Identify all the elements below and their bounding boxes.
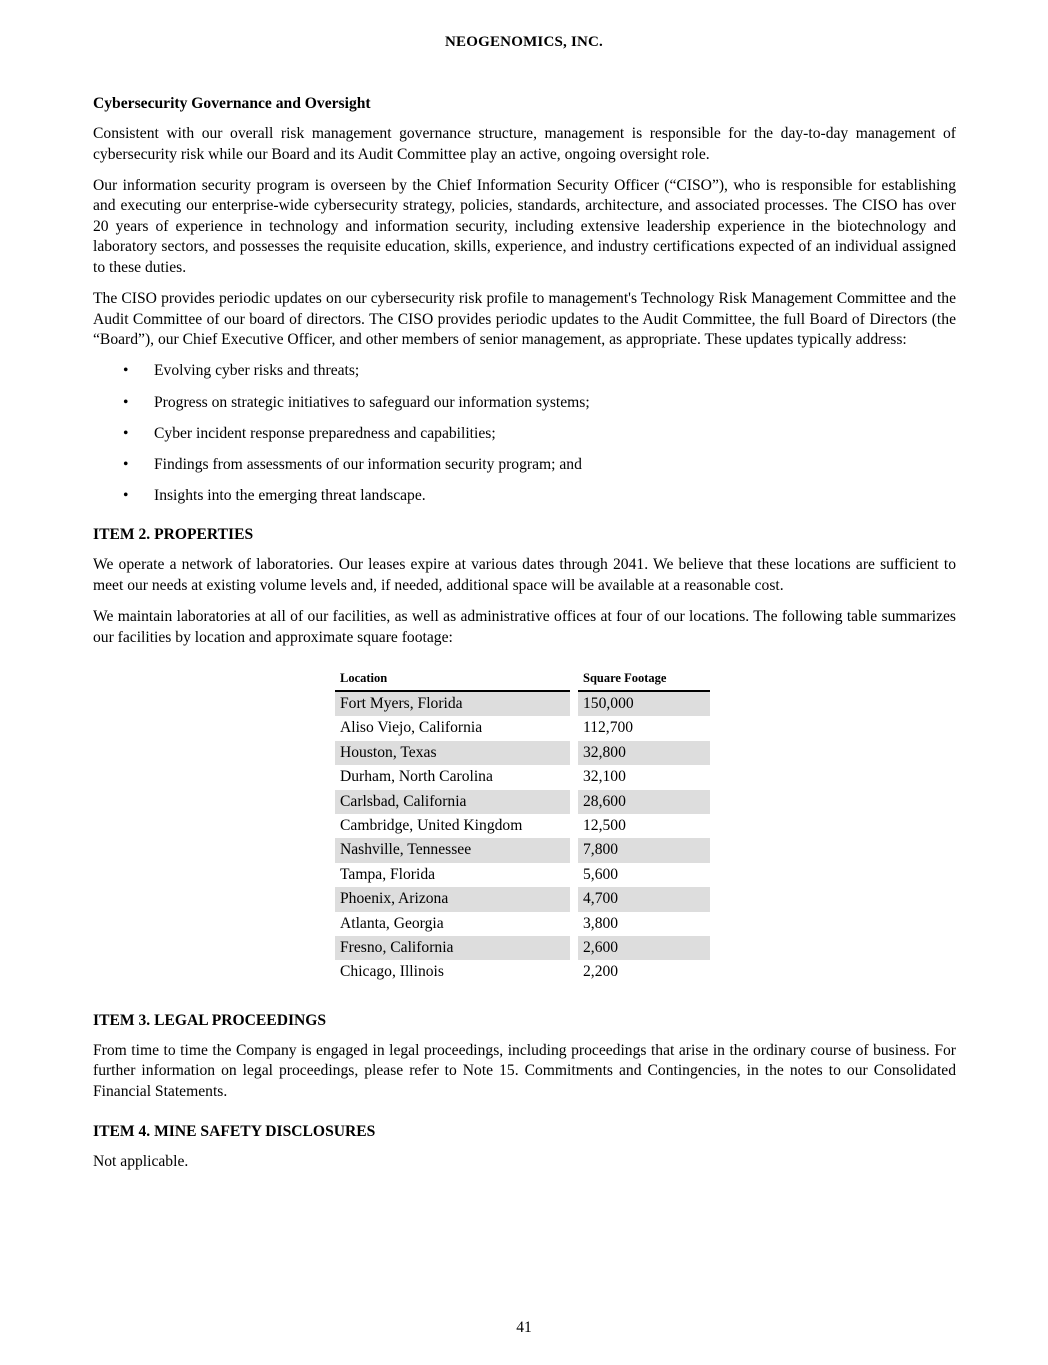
governance-heading: Cybersecurity Governance and Oversight xyxy=(93,95,371,112)
bullet-icon: • xyxy=(123,486,129,504)
location-cell: Fresno, California xyxy=(335,936,570,960)
table-row xyxy=(335,716,710,740)
table-row xyxy=(335,790,710,814)
location-cell: Tampa, Florida xyxy=(340,865,436,883)
location-cell: Carlsbad, California xyxy=(335,790,570,814)
table-row xyxy=(335,765,710,789)
facilities-table xyxy=(335,668,710,984)
bullet-item xyxy=(93,424,956,445)
column-header-location: Location xyxy=(335,668,570,691)
square-footage-cell: 12,500 xyxy=(583,816,626,834)
table-row xyxy=(335,863,710,887)
square-footage-cell: 3,800 xyxy=(583,914,619,932)
bullet-item xyxy=(93,486,956,507)
page-header: NEOGENOMICS, INC. xyxy=(445,34,603,50)
legal-heading: ITEM 3. LEGAL PROCEEDINGS xyxy=(93,1011,327,1029)
location-cell: Nashville, Tennessee xyxy=(335,838,570,862)
table-row xyxy=(335,936,710,960)
table-row xyxy=(335,741,710,765)
square-footage-cell: 150,000 xyxy=(578,691,710,716)
governance-bullet-list xyxy=(93,361,956,506)
document-body xyxy=(93,94,956,1183)
location-cell: Aliso Viejo, California xyxy=(340,719,483,737)
bullet-text: Findings from assessments of our information security program; and xyxy=(154,455,582,473)
column-header-square-footage: Square Footage xyxy=(578,668,710,691)
square-footage-cell: 7,800 xyxy=(578,838,710,862)
bullet-text: Evolving cyber risks and threats; xyxy=(154,362,360,380)
governance-paragraph-3: The CISO provides periodic updates on our cybersecurity risk profile to management's Technology Risk Management Committee and the Audit Committee of our board of directors. The CISO provides periodic updates to the Audit Committee, the full Board of Directors (the “Board”), our Chief Executive Officer, and other members of senior management, as appropriate. These updates typically address: xyxy=(93,290,956,349)
properties-paragraph-2: We maintain laboratories at all of our facilities, as well as administrative offices at four of our locations. The following table summarizes our facilities by location and approximate square footage: xyxy=(93,608,956,646)
location-cell: Chicago, Illinois xyxy=(340,963,444,981)
square-footage-cell: 2,600 xyxy=(578,936,710,960)
page-number: 41 xyxy=(516,1319,532,1336)
table-row xyxy=(335,887,710,911)
square-footage-cell: 28,600 xyxy=(578,790,710,814)
properties-paragraph-1: We operate a network of laboratories. Our leases expire at various dates through 2041. We believe that these locations are sufficient to meet our needs at existing volume levels and, if needed, additional space will be available at a reasonable cost. xyxy=(93,556,956,594)
location-cell: Durham, North Carolina xyxy=(340,768,493,786)
location-cell: Houston, Texas xyxy=(335,741,570,765)
location-cell: Cambridge, United Kingdom xyxy=(340,816,523,834)
table-row xyxy=(335,960,710,984)
governance-paragraph-2: Our information security program is overseen by the Chief Information Security Officer (“CISO”), who is responsible for establishing and executing our enterprise-wide cybersecurity strategy, policies, standards, architecture, and associated processes. The CISO has over 20 years of experience in technology and information security, including extensive leadership experience in the biotechnology and laboratory sectors, and possesses the requisite education, skills, experience, and industry certifications expected of an individual assigned to these duties. xyxy=(93,176,956,277)
bullet-item xyxy=(93,455,956,476)
bullet-item xyxy=(93,361,956,382)
table-row xyxy=(335,838,710,862)
bullet-text: Insights into the emerging threat landscape. xyxy=(154,486,426,504)
bullet-icon: • xyxy=(123,362,129,380)
table-row xyxy=(335,912,710,936)
bullet-text: Progress on strategic initiatives to safeguard our information systems; xyxy=(154,393,590,411)
bullet-icon: • xyxy=(123,393,129,411)
mine-paragraph: Not applicable. xyxy=(93,1152,189,1170)
bullet-icon: • xyxy=(123,424,129,442)
mine-heading: ITEM 4. MINE SAFETY DISCLOSURES xyxy=(93,1122,376,1140)
table-row xyxy=(335,691,710,716)
legal-paragraph: From time to time the Company is engaged in legal proceedings, including proceedings that arise in the ordinary course of business. For further information on legal proceedings, please refer to Note 15. Commitments and Contingencies, in the notes to our Consolidated Financial Statements. xyxy=(93,1041,956,1100)
square-footage-cell: 112,700 xyxy=(583,719,634,737)
governance-paragraph-1: Consistent with our overall risk management governance structure, management is responsible for the day-to-day management of cybersecurity risk while our Board and its Audit Committee play an active, ongoing oversight role. xyxy=(93,125,956,163)
square-footage-cell: 32,100 xyxy=(583,768,626,786)
square-footage-cell: 5,600 xyxy=(583,865,619,883)
bullet-icon: • xyxy=(123,455,129,473)
location-cell: Fort Myers, Florida xyxy=(335,691,570,716)
properties-heading: ITEM 2. PROPERTIES xyxy=(93,526,254,544)
bullet-item xyxy=(93,393,956,414)
square-footage-cell: 2,200 xyxy=(583,963,619,981)
table-header-row xyxy=(335,668,710,691)
square-footage-cell: 4,700 xyxy=(578,887,710,911)
location-cell: Phoenix, Arizona xyxy=(335,887,570,911)
bullet-text: Cyber incident response preparedness and capabilities; xyxy=(154,424,496,442)
table-row xyxy=(335,814,710,838)
square-footage-cell: 32,800 xyxy=(578,741,710,765)
location-cell: Atlanta, Georgia xyxy=(340,914,444,932)
